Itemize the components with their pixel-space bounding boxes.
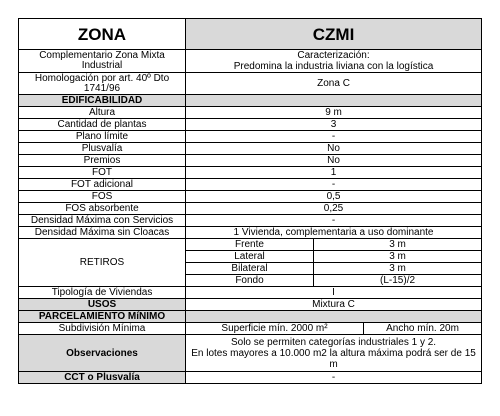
observaciones-label: Observaciones [19, 335, 186, 372]
zone-code: CZMI [186, 19, 482, 50]
row-label: Plano límite [19, 131, 186, 143]
observaciones-line2: En lotes mayores a 10.000 m2 la altura máxima podrá ser de 15 m [191, 347, 476, 370]
table-row [19, 131, 482, 143]
retiro-value: 3 m [314, 263, 482, 275]
row-label: FOS absorbente [19, 203, 186, 215]
row-label: FOS [19, 191, 186, 203]
row-label: Plusvalía [19, 143, 186, 155]
table-row [19, 227, 482, 239]
row-value: - [186, 179, 482, 191]
retiro-label: Bilateral [186, 263, 314, 275]
ancho-value: Ancho mín. 20m [364, 323, 482, 335]
row-value: 0,5 [186, 191, 482, 203]
parcelamiento-title: PARCELAMIENTO MíNIMO [19, 311, 186, 323]
table-row [19, 191, 482, 203]
section-filler [186, 311, 482, 323]
retiro-value: 3 m [314, 239, 482, 251]
tipologia-row [19, 287, 482, 299]
row-value: 1 Vivienda, complementaria a uso dominante [186, 227, 482, 239]
row-value: 1 [186, 167, 482, 179]
retiro-value: (L-15)/2 [314, 275, 482, 287]
intro-row [19, 50, 482, 73]
tipologia-value: I [186, 287, 482, 299]
table-row [19, 167, 482, 179]
usos-label: USOS [19, 299, 186, 311]
edificabilidad-section [19, 95, 482, 107]
cct-row [19, 372, 482, 384]
edificabilidad-title: EDIFICABILIDAD [19, 95, 186, 107]
retiros-label: RETIROS [19, 239, 186, 287]
homologacion-value: Zona C [186, 73, 482, 95]
parcelamiento-section [19, 311, 482, 323]
table-row [19, 119, 482, 131]
retiros-row [19, 239, 482, 251]
retiro-value: 3 m [314, 251, 482, 263]
subdivision-label: Subdivisión Mínima [19, 323, 186, 335]
row-label: Densidad Máxima con Servicios [19, 215, 186, 227]
homologacion-row [19, 73, 482, 95]
table-row [19, 179, 482, 191]
zoning-table [18, 18, 482, 384]
row-value: 3 [186, 119, 482, 131]
homologacion-label: Homologación por art. 40º Dto 1741/96 [19, 73, 186, 95]
tipologia-label: Tipología de Viviendas [19, 287, 186, 299]
subdivision-row [19, 323, 482, 335]
row-label: FOT adicional [19, 179, 186, 191]
complementario-label: Complementario Zona Mixta Industrial [19, 50, 186, 73]
table-row [19, 203, 482, 215]
usos-value: Mixtura C [186, 299, 482, 311]
observaciones-row [19, 335, 482, 372]
caracterizacion-title: Caracterización: [297, 50, 370, 61]
row-value: - [186, 131, 482, 143]
usos-row [19, 299, 482, 311]
caracterizacion-text: Predomina la industria liviana con la logística [233, 61, 434, 72]
caracterizacion-cell [186, 50, 482, 73]
header-row [19, 19, 482, 50]
row-label: FOT [19, 167, 186, 179]
table-row [19, 107, 482, 119]
observaciones-value [186, 335, 482, 372]
observaciones-line1: Solo se permiten categorías industriales 1 y 2. [230, 336, 437, 348]
retiro-label: Lateral [186, 251, 314, 263]
row-value: 9 m [186, 107, 482, 119]
zona-title: ZONA [19, 19, 186, 50]
row-label: Cantidad de plantas [19, 119, 186, 131]
row-label: Densidad Máxima sin Cloacas [19, 227, 186, 239]
row-value: No [186, 143, 482, 155]
table-row [19, 155, 482, 167]
cct-value: - [186, 372, 482, 384]
row-label: Premios [19, 155, 186, 167]
row-value: 0,25 [186, 203, 482, 215]
row-label: Altura [19, 107, 186, 119]
table-row [19, 143, 482, 155]
row-value: No [186, 155, 482, 167]
retiro-label: Frente [186, 239, 314, 251]
section-filler [186, 95, 482, 107]
superficie-value: Superficie mín. 2000 m² [186, 323, 364, 335]
retiro-label: Fondo [186, 275, 314, 287]
row-value: - [186, 215, 482, 227]
table-row [19, 215, 482, 227]
cct-label: CCT o Plusvalía [19, 372, 186, 384]
